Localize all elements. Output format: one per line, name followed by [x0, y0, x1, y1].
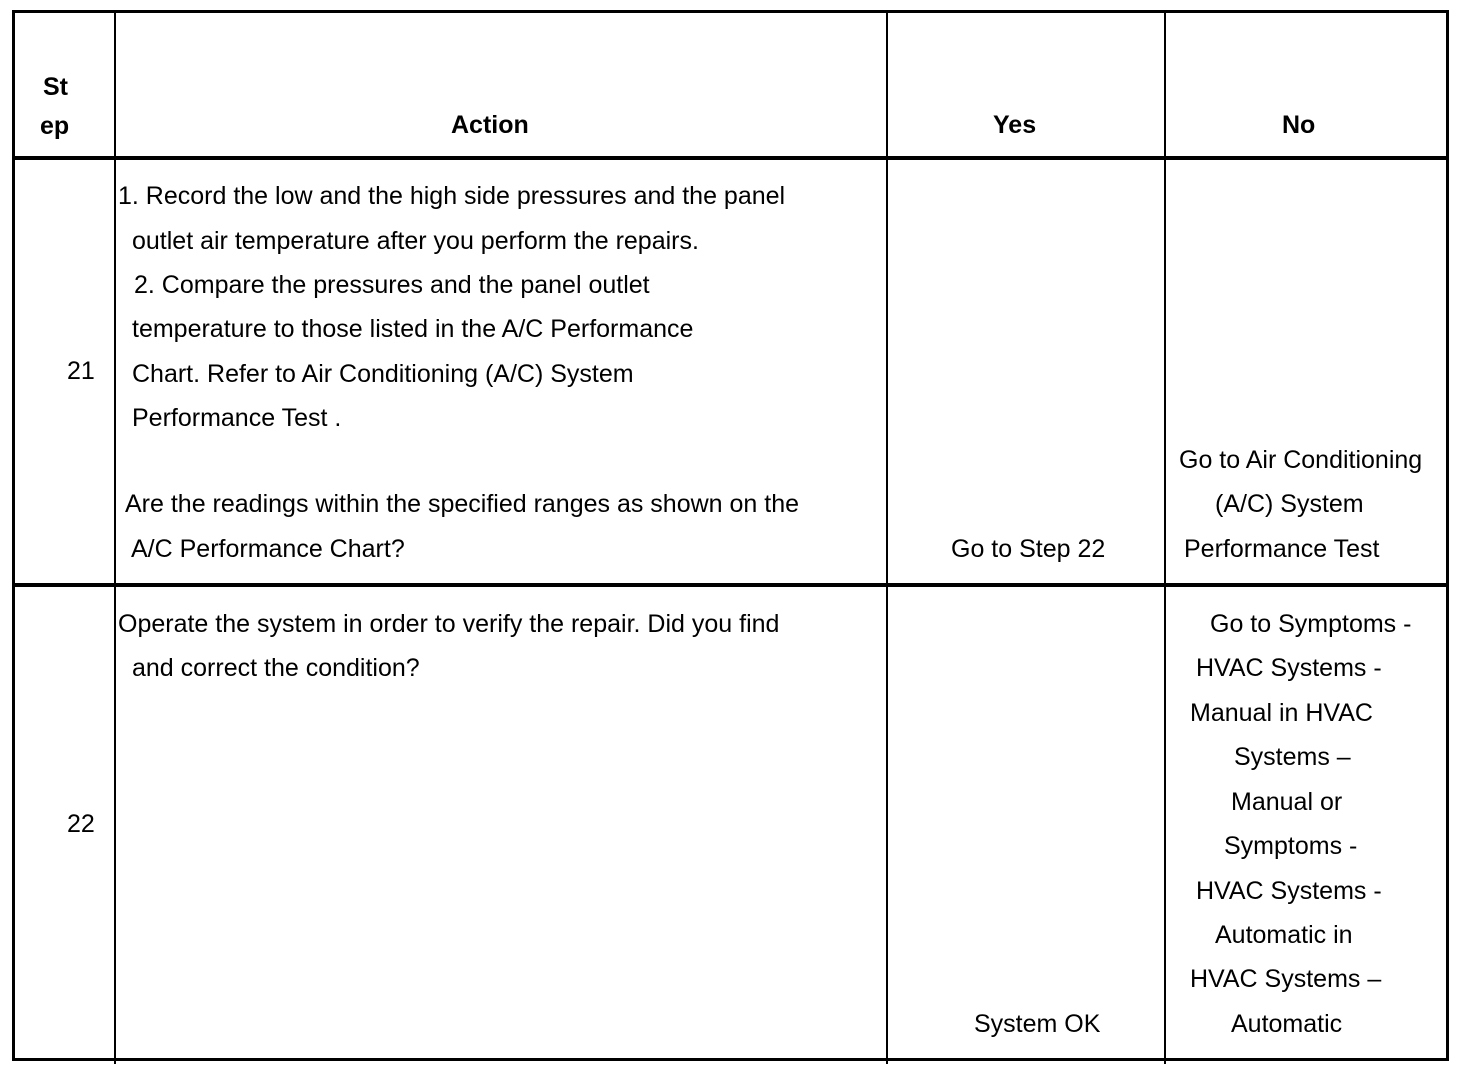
column-divider-left — [12, 10, 15, 1061]
no-result-line: Manual in HVAC — [1190, 699, 1373, 727]
header-action: Action — [451, 111, 529, 139]
header-yes: Yes — [993, 111, 1037, 139]
header-step-continued: ep — [40, 112, 70, 140]
action-text-line: Chart. Refer to Air Conditioning (A/C) System — [132, 360, 634, 388]
no-result-line: HVAC Systems – — [1190, 965, 1382, 993]
action-text-line: and correct the condition? — [132, 654, 420, 682]
no-result-line: Symptoms - — [1224, 832, 1358, 860]
yes-result: Go to Step 22 — [951, 535, 1106, 563]
no-result-line: Go to Symptoms - — [1210, 610, 1412, 638]
no-result-line: HVAC Systems - — [1196, 654, 1382, 682]
action-text-line: Operate the system in order to verify the repair. Did you find — [118, 610, 780, 638]
no-result-line: Manual or — [1231, 788, 1343, 816]
action-text-line: 1. Record the low and the high side pressures and the panel — [118, 182, 786, 210]
header-divider — [12, 156, 1449, 160]
no-result-line: Go to Air Conditioning — [1179, 446, 1423, 474]
column-divider-yes — [1164, 10, 1166, 1064]
yes-result: System OK — [974, 1010, 1101, 1038]
column-divider-step — [114, 10, 116, 1064]
column-divider-action — [886, 10, 888, 1064]
column-divider-right — [1446, 10, 1449, 1061]
action-text-line: outlet air temperature after you perform the repairs. — [132, 227, 699, 255]
table-border-bottom — [12, 1058, 1449, 1061]
no-result-line: HVAC Systems - — [1196, 877, 1382, 905]
no-result-line: Performance Test — [1184, 535, 1380, 563]
table-border-top — [12, 10, 1449, 13]
header-no: No — [1282, 111, 1316, 139]
no-result-line: (A/C) System — [1215, 490, 1364, 518]
row-divider — [12, 583, 1449, 587]
action-question: A/C Performance Chart? — [131, 535, 405, 563]
no-result-line: Automatic — [1231, 1010, 1343, 1038]
action-text-line: temperature to those listed in the A/C Performance — [132, 315, 694, 343]
action-text-line: 2. Compare the pressures and the panel outlet — [134, 271, 650, 299]
header-step: St — [43, 73, 68, 101]
action-question: Are the readings within the specified ranges as shown on the — [125, 490, 800, 518]
no-result-line: Automatic in — [1215, 921, 1353, 949]
no-result-line: Systems – — [1234, 743, 1351, 771]
step-number: 22 — [67, 810, 95, 838]
action-text-line: Performance Test . — [132, 404, 342, 432]
step-number: 21 — [67, 357, 95, 385]
